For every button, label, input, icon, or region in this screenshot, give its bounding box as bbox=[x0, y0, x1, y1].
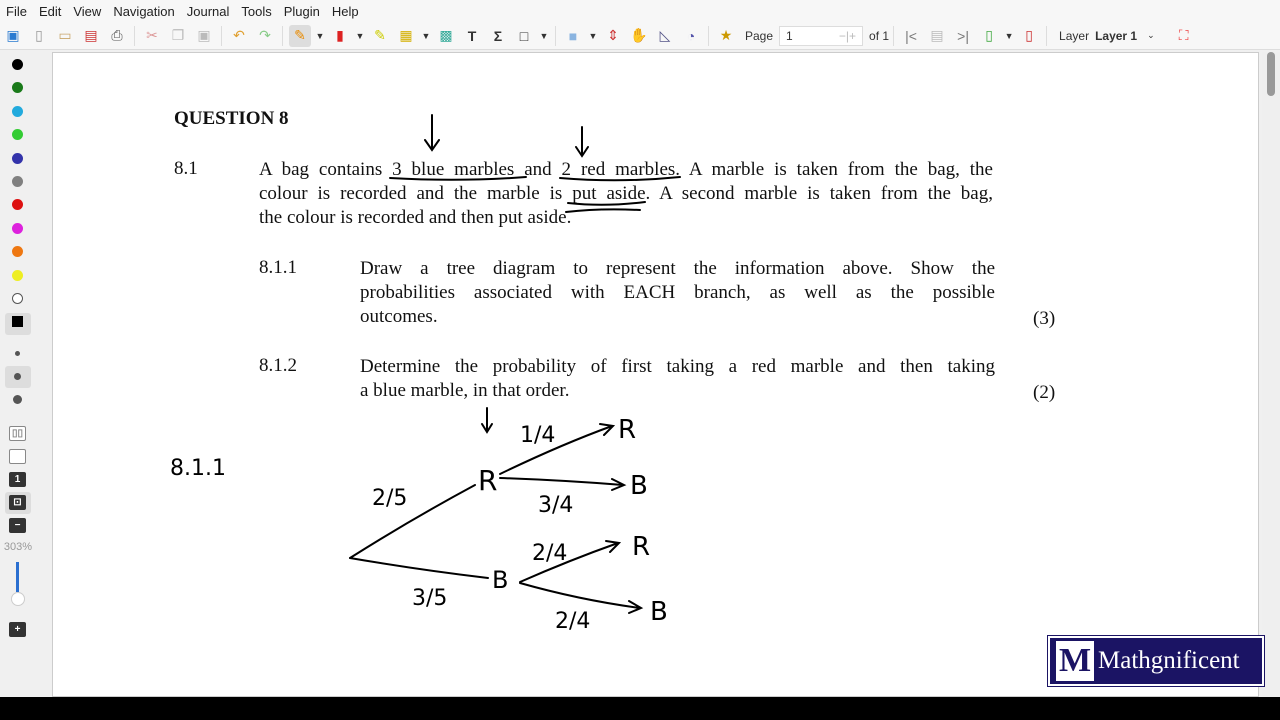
prob-blue-blue: 2/4 bbox=[555, 609, 591, 634]
layer-label: Layer bbox=[1059, 28, 1090, 43]
page-number-value: 1 bbox=[786, 28, 793, 43]
hand-icon[interactable]: ✋ bbox=[630, 27, 648, 43]
bottom-bar bbox=[0, 697, 1280, 720]
prob-blue-red: 2/4 bbox=[532, 541, 568, 566]
chevron-down-icon[interactable]: ▼ bbox=[588, 30, 598, 41]
zoom-out-icon[interactable]: − bbox=[9, 518, 26, 533]
zoom-fit-icon[interactable]: ⊡ bbox=[9, 495, 26, 510]
arrow-down-icon bbox=[482, 408, 492, 432]
chevron-down-icon[interactable]: ▼ bbox=[315, 30, 325, 41]
new-document-icon[interactable]: ▯ bbox=[35, 27, 43, 43]
set-square-icon[interactable]: ◺ bbox=[659, 27, 671, 43]
goto-page-icon[interactable]: ▤ bbox=[930, 27, 944, 43]
underlines bbox=[390, 177, 680, 212]
prob-red-red: 1/4 bbox=[520, 423, 556, 448]
compass-icon[interactable]: ◔ bbox=[686, 27, 696, 44]
arrow-down-icon bbox=[425, 115, 439, 150]
formula-icon[interactable]: Σ bbox=[493, 27, 503, 44]
underline-blue-marbles bbox=[390, 177, 526, 180]
zoom-100-icon[interactable]: 1 bbox=[9, 472, 26, 487]
menu-edit[interactable]: Edit bbox=[38, 3, 62, 19]
highlighter-icon[interactable]: ✎ bbox=[374, 27, 386, 43]
chevron-down-icon[interactable]: ⌄ bbox=[1147, 30, 1155, 40]
chevron-down-icon[interactable]: ▼ bbox=[421, 30, 431, 41]
add-page-icon[interactable]: ▯ bbox=[985, 27, 993, 43]
menu-file[interactable]: File bbox=[6, 3, 27, 19]
pen-icon[interactable]: ✎ bbox=[289, 25, 311, 47]
hw-label: 8.1.1 bbox=[170, 456, 226, 481]
menu-plugin[interactable]: Plugin bbox=[283, 3, 320, 19]
text-icon[interactable]: T bbox=[467, 27, 477, 44]
zoom-in-icon[interactable]: + bbox=[9, 622, 26, 637]
menu-help[interactable]: Help bbox=[331, 3, 359, 19]
menu-tools[interactable]: Tools bbox=[241, 3, 272, 19]
outcome-rr: R bbox=[618, 415, 637, 445]
marks: (3) bbox=[1033, 308, 1056, 329]
text-line: Draw a tree diagram to represent the information above. Show the bbox=[360, 258, 995, 279]
chevron-down-icon[interactable]: ▼ bbox=[1004, 30, 1014, 41]
outcome-rb: B bbox=[630, 471, 648, 501]
cut-icon[interactable]: ✂ bbox=[146, 27, 158, 43]
select-rect-icon[interactable]: ■ bbox=[568, 27, 578, 44]
outcome-bb: B bbox=[650, 597, 668, 627]
fullscreen-icon[interactable]: ⛶ bbox=[1178, 27, 1189, 43]
redo-icon[interactable]: ↷ bbox=[259, 27, 271, 43]
underline-put-aside bbox=[566, 202, 645, 212]
prob-red-blue: 3/4 bbox=[538, 493, 574, 518]
menu-view[interactable]: View bbox=[73, 3, 102, 19]
paste-icon[interactable]: ▣ bbox=[197, 27, 211, 43]
subquestion-number: 8.1.1 bbox=[259, 257, 297, 278]
node-red: R bbox=[478, 464, 498, 497]
text-line: probabilities associated with EACH branch, as well as the possible bbox=[360, 282, 995, 303]
shapes-icon[interactable]: ▦ bbox=[399, 27, 413, 43]
arrow-down-icon bbox=[576, 127, 588, 156]
copy-icon[interactable]: ❐ bbox=[171, 27, 185, 43]
print-icon[interactable]: ⎙ bbox=[111, 27, 123, 43]
default-tools-icon[interactable]: ★ bbox=[719, 27, 733, 43]
menu-journal[interactable]: Journal bbox=[186, 3, 230, 19]
logo-text: Mathgnificent bbox=[1098, 647, 1240, 674]
last-page-icon[interactable]: >| bbox=[957, 27, 969, 44]
branch-first-red bbox=[350, 485, 475, 558]
page-count: of 1 bbox=[869, 28, 890, 43]
underline-red-marbles bbox=[560, 177, 680, 180]
text-line: the colour is recorded and then put aside. bbox=[259, 207, 572, 228]
delete-page-icon[interactable]: ▯ bbox=[1025, 27, 1033, 43]
undo-icon[interactable]: ↶ bbox=[233, 27, 245, 43]
text-line: colour is recorded and the marble is put aside. A second marble is taken from the bag, bbox=[259, 183, 993, 204]
layer-select[interactable]: Layer 1 bbox=[1095, 28, 1138, 43]
zoom-level: 303% bbox=[3, 541, 33, 553]
vertical-space-icon[interactable]: ⇕ bbox=[607, 27, 619, 43]
first-page-icon[interactable]: |< bbox=[905, 27, 917, 44]
node-blue: B bbox=[492, 566, 509, 594]
menu-navigation[interactable]: Navigation bbox=[113, 3, 175, 19]
save-icon[interactable]: ▣ bbox=[6, 27, 20, 43]
subquestion-number: 8.1.2 bbox=[259, 355, 297, 376]
eraser-icon[interactable]: ▮ bbox=[336, 27, 344, 43]
text-line: A bag contains 3 blue marbles and 2 red marbles. A marble is taken from the bag, the bbox=[259, 159, 993, 180]
chevron-down-icon[interactable]: ▼ bbox=[539, 30, 549, 41]
prob-first-blue: 3/5 bbox=[412, 586, 448, 611]
branch-red-red bbox=[500, 424, 613, 474]
branch-first-blue bbox=[350, 558, 488, 578]
page-stepper[interactable]: −|+ bbox=[838, 28, 857, 43]
logo-mark-icon: M bbox=[1056, 641, 1094, 681]
branch-red-blue bbox=[500, 478, 624, 490]
outcome-br: R bbox=[632, 532, 651, 562]
prob-first-red: 2/5 bbox=[372, 486, 408, 511]
page-label: Page bbox=[745, 28, 774, 43]
text-line: a blue marble, in that order. bbox=[360, 380, 570, 401]
image-icon[interactable]: ▩ bbox=[439, 27, 453, 43]
marks: (2) bbox=[1033, 382, 1056, 403]
channel-logo bbox=[1048, 636, 1264, 686]
question-number: 8.1 bbox=[174, 158, 198, 179]
annotate-pdf-icon[interactable]: ▤ bbox=[84, 27, 98, 43]
two-page-icon[interactable]: ▯▯ bbox=[9, 426, 26, 441]
text-line: outcomes. bbox=[360, 306, 438, 327]
text-line: Determine the probability of first taking a red marble and then taking bbox=[360, 356, 995, 377]
question-heading: QUESTION 8 bbox=[174, 108, 289, 129]
chevron-down-icon[interactable]: ▼ bbox=[355, 30, 365, 41]
open-folder-icon[interactable]: ▭ bbox=[58, 27, 72, 43]
rectangle-icon[interactable]: □ bbox=[519, 27, 529, 44]
